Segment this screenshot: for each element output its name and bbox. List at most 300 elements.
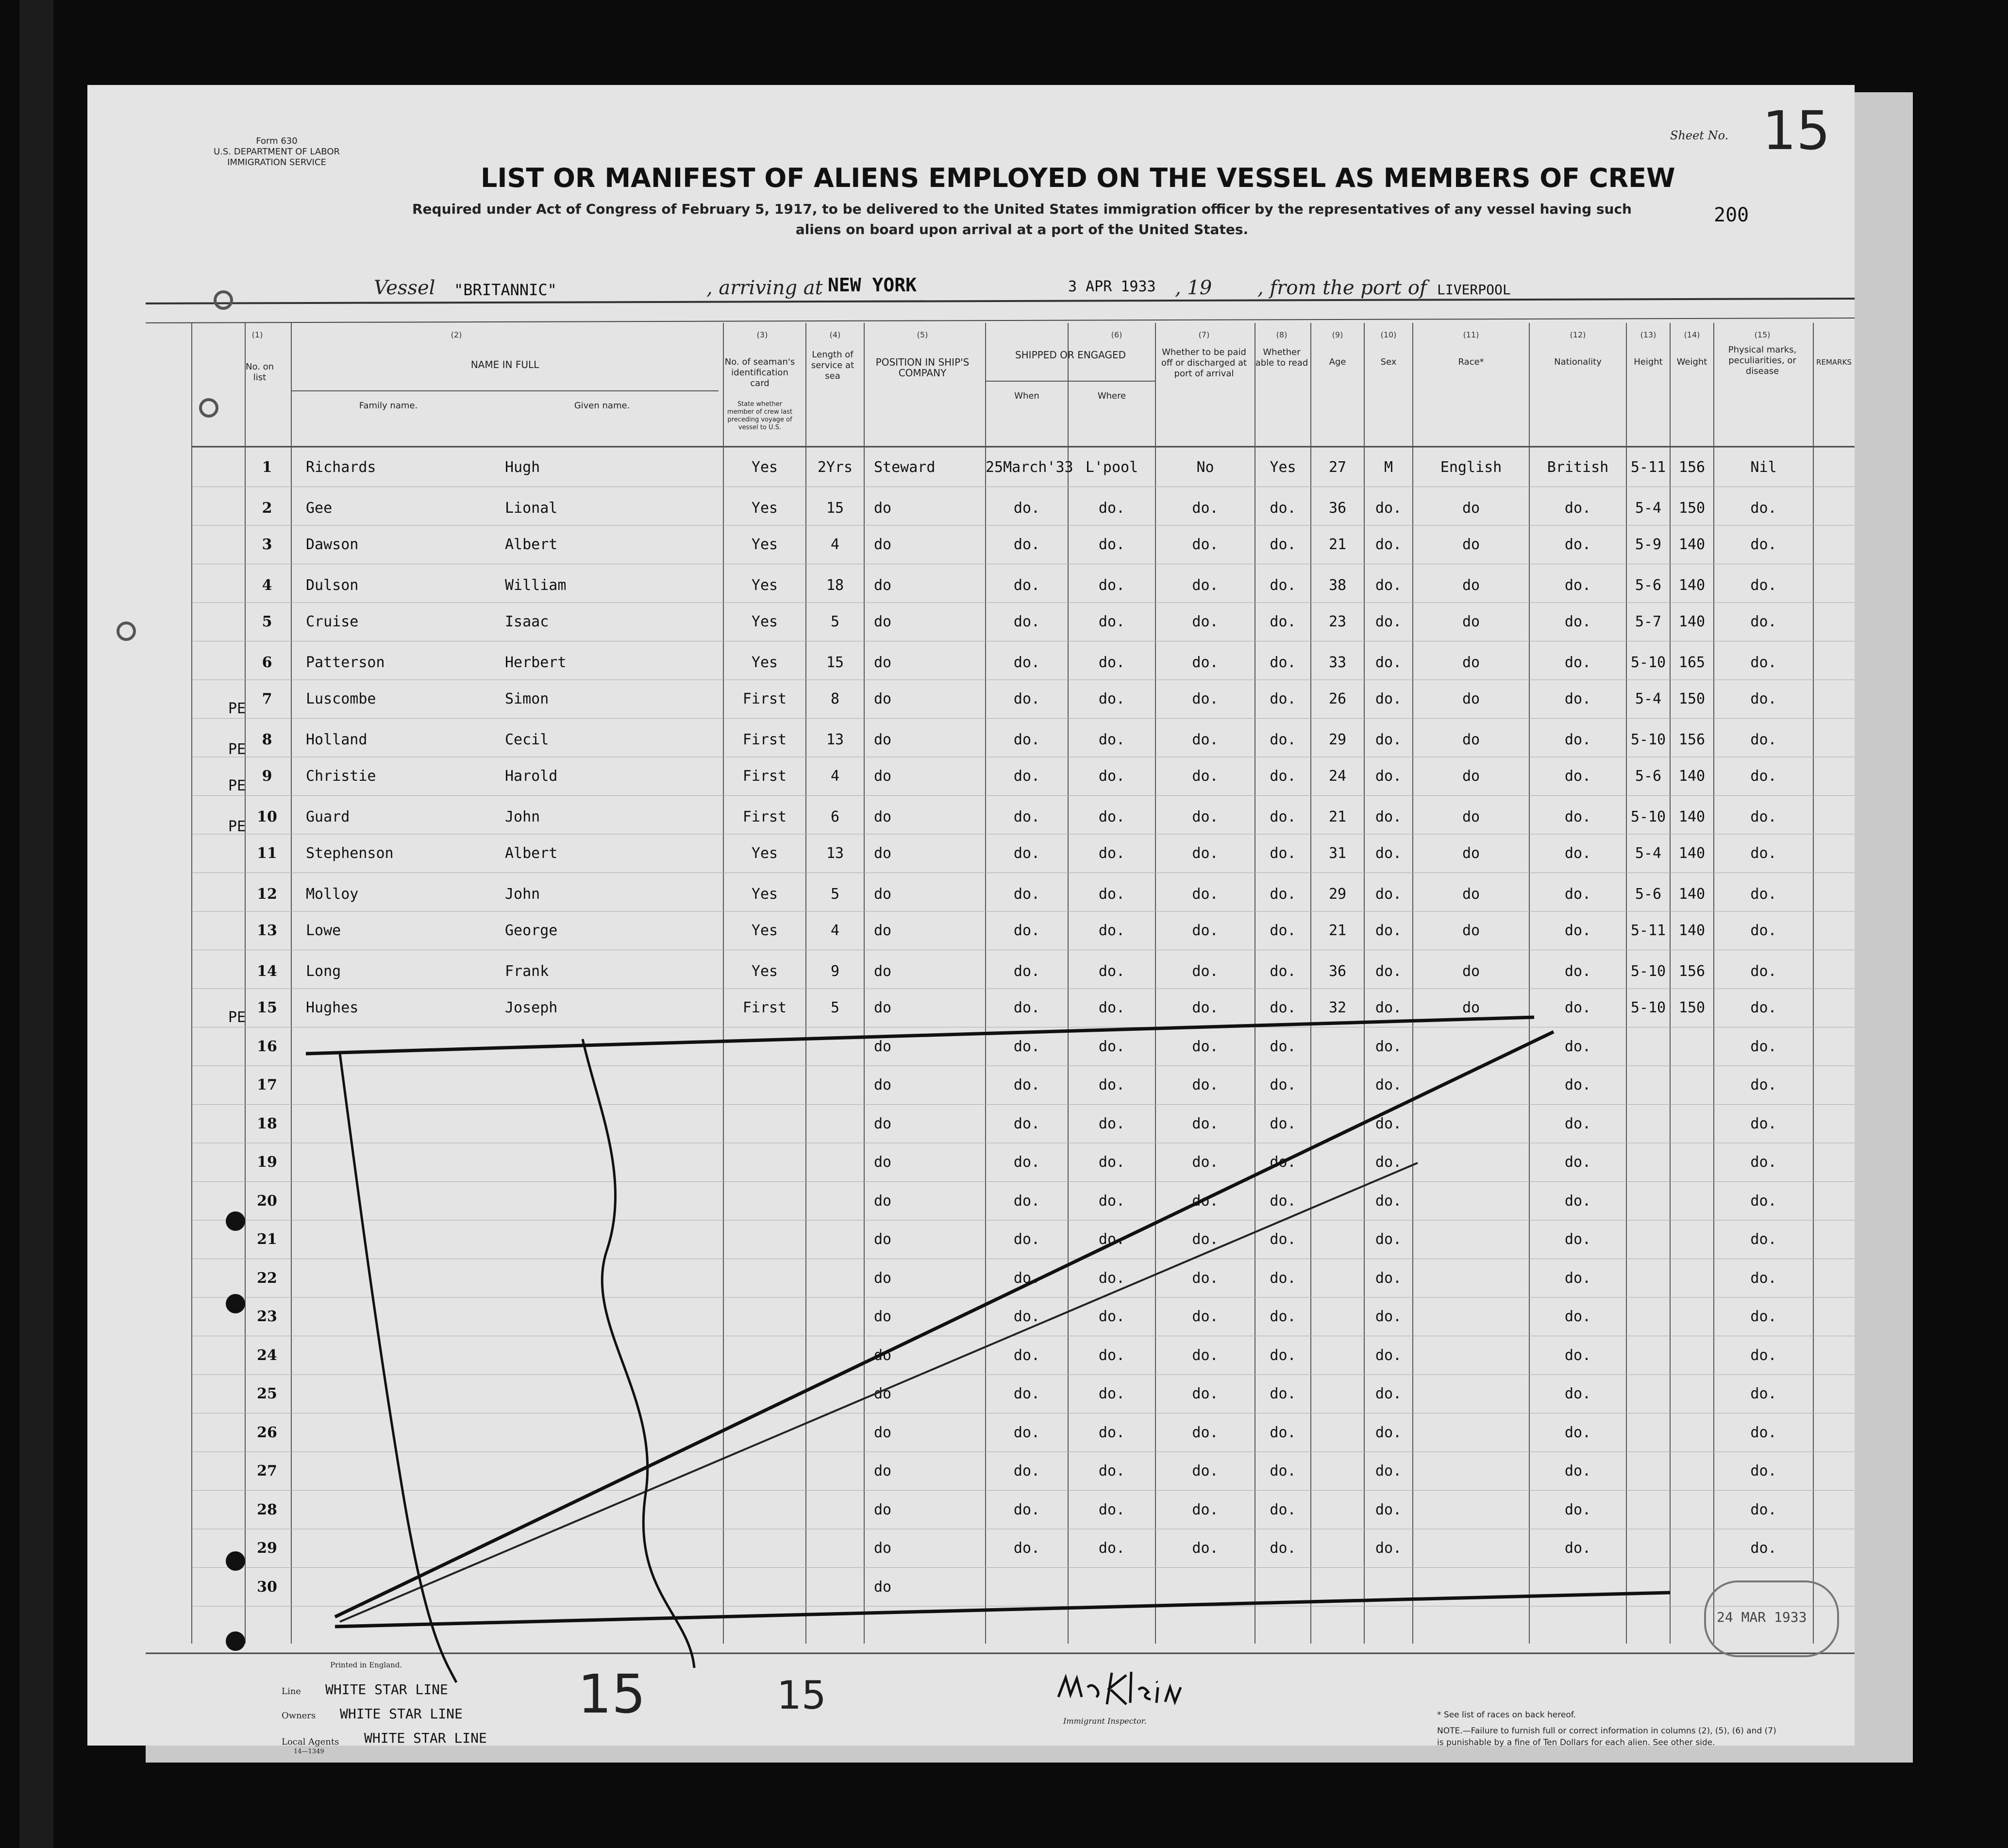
family-name-cell: Dulson bbox=[306, 576, 359, 594]
nationality-cell: do. bbox=[1564, 922, 1591, 939]
row-number: 12 bbox=[257, 885, 277, 903]
pe-mark: PE bbox=[228, 740, 246, 758]
race-cell: English bbox=[1440, 459, 1502, 476]
given-name-cell: Simon bbox=[505, 690, 549, 707]
shipped-where-cell: do. bbox=[1098, 922, 1125, 939]
ditto-cell: do. bbox=[1564, 1462, 1591, 1479]
race-cell: do bbox=[1462, 845, 1480, 862]
column-number: (4) bbox=[829, 330, 841, 339]
age-cell: 36 bbox=[1328, 962, 1347, 980]
ditto-cell: do. bbox=[1375, 1346, 1402, 1364]
race-cell: do bbox=[1462, 999, 1480, 1016]
given-name-cell: George bbox=[505, 922, 558, 939]
shipped-where-cell: do. bbox=[1098, 536, 1125, 553]
paid-off-cell: do. bbox=[1192, 536, 1219, 553]
arrival-date: 3 APR 1933 bbox=[1068, 278, 1156, 295]
age-cell: 29 bbox=[1328, 731, 1347, 748]
row-number: 9 bbox=[262, 768, 272, 785]
able-to-read-cell: do. bbox=[1270, 999, 1296, 1016]
col-head-age: Age bbox=[1329, 357, 1346, 367]
position-cell: do bbox=[874, 499, 892, 517]
position-cell: do bbox=[874, 1038, 892, 1055]
nationality-cell: do. bbox=[1564, 536, 1591, 553]
able-to-read-cell: do. bbox=[1270, 768, 1296, 785]
id-card-cell: First bbox=[742, 808, 787, 825]
given-name-cell: Albert bbox=[505, 845, 558, 862]
paid-off-cell: do. bbox=[1192, 845, 1219, 862]
position-cell: do bbox=[874, 962, 892, 980]
ditto-cell: do. bbox=[1013, 1115, 1040, 1132]
position-cell: do bbox=[874, 1346, 892, 1364]
physical-marks-cell: do. bbox=[1750, 808, 1777, 825]
position-cell: do bbox=[874, 1269, 892, 1287]
ditto-cell: do. bbox=[1192, 1540, 1219, 1557]
paid-off-cell: do. bbox=[1192, 654, 1219, 671]
height-cell: 5-11 bbox=[1630, 459, 1666, 476]
row-number: 28 bbox=[257, 1501, 277, 1518]
length-of-service-cell: 13 bbox=[826, 731, 844, 748]
age-cell: 26 bbox=[1328, 690, 1347, 707]
height-cell: 5-6 bbox=[1635, 768, 1662, 785]
col-head-no: No. on list bbox=[245, 362, 274, 383]
ditto-cell: do. bbox=[1270, 1385, 1296, 1402]
family-name-cell: Gee bbox=[306, 499, 333, 517]
ditto-cell: do. bbox=[1192, 1424, 1219, 1441]
strike-line-squiggle-2 bbox=[583, 1039, 694, 1668]
race-cell: do bbox=[1462, 613, 1480, 630]
ditto-cell: do. bbox=[1270, 1154, 1296, 1171]
ditto-cell: do. bbox=[1375, 1385, 1402, 1402]
physical-marks-cell: do. bbox=[1750, 731, 1777, 748]
ditto-cell: do. bbox=[1013, 1540, 1040, 1557]
race-cell: do bbox=[1462, 576, 1480, 594]
service-label: IMMIGRATION SERVICE bbox=[227, 157, 326, 168]
ditto-cell: do. bbox=[1098, 1231, 1125, 1248]
age-cell: 29 bbox=[1328, 885, 1347, 903]
sex-cell: do. bbox=[1375, 999, 1402, 1016]
column-number: (10) bbox=[1380, 330, 1397, 339]
paid-off-cell: No bbox=[1196, 459, 1214, 476]
position-cell: do bbox=[874, 1115, 892, 1132]
column-number: (5) bbox=[917, 330, 928, 339]
shipped-when-cell: do. bbox=[1013, 654, 1040, 671]
family-name-cell: Stephenson bbox=[306, 845, 394, 862]
row-number: 23 bbox=[257, 1308, 277, 1325]
age-cell: 21 bbox=[1328, 536, 1347, 553]
row-number: 25 bbox=[257, 1385, 277, 1402]
column-number: (13) bbox=[1640, 330, 1657, 339]
sex-cell: do. bbox=[1375, 922, 1402, 939]
nationality-cell: do. bbox=[1564, 690, 1591, 707]
length-of-service-cell: 15 bbox=[826, 499, 844, 517]
ditto-cell: do. bbox=[1375, 1115, 1402, 1132]
shipped-when-cell: do. bbox=[1013, 962, 1040, 980]
height-cell: 5-4 bbox=[1635, 690, 1662, 707]
position-cell: do bbox=[874, 613, 892, 630]
shipped-when-cell: do. bbox=[1013, 768, 1040, 785]
shipped-where-cell: do. bbox=[1098, 654, 1125, 671]
row-number: 17 bbox=[257, 1076, 277, 1093]
family-name-cell: Luscombe bbox=[306, 690, 376, 707]
ditto-cell: do. bbox=[1192, 1346, 1219, 1364]
age-cell: 27 bbox=[1328, 459, 1347, 476]
row-number: 22 bbox=[257, 1269, 277, 1287]
punch-hole bbox=[199, 398, 218, 418]
race-footnote: * See list of races on back hereof. bbox=[1437, 1710, 1576, 1720]
ditto-cell: do. bbox=[1564, 1115, 1591, 1132]
shipped-where-cell: do. bbox=[1098, 885, 1125, 903]
row-number: 15 bbox=[257, 999, 277, 1016]
ditto-cell: do. bbox=[1564, 1346, 1591, 1364]
paid-off-cell: do. bbox=[1192, 768, 1219, 785]
age-cell: 24 bbox=[1328, 768, 1347, 785]
column-number: (15) bbox=[1754, 330, 1771, 339]
length-of-service-cell: 4 bbox=[830, 922, 840, 939]
paid-off-cell: do. bbox=[1192, 999, 1219, 1016]
nationality-cell: do. bbox=[1564, 962, 1591, 980]
position-cell: do bbox=[874, 845, 892, 862]
sex-cell: do. bbox=[1375, 808, 1402, 825]
col-head-height: Height bbox=[1634, 357, 1663, 367]
ditto-cell: do. bbox=[1375, 1076, 1402, 1093]
position-cell: do bbox=[874, 1154, 892, 1171]
paid-off-cell: do. bbox=[1192, 731, 1219, 748]
age-cell: 36 bbox=[1328, 499, 1347, 517]
ditto-cell: do. bbox=[1192, 1462, 1219, 1479]
paid-off-cell: do. bbox=[1192, 885, 1219, 903]
height-cell: 5-10 bbox=[1630, 654, 1666, 671]
age-cell: 32 bbox=[1328, 999, 1347, 1016]
row-number: 8 bbox=[262, 731, 272, 748]
ditto-cell: do. bbox=[1013, 1269, 1040, 1287]
col-head-nationality: Nationality bbox=[1554, 357, 1602, 367]
position-cell: do bbox=[874, 1231, 892, 1248]
ditto-cell: do. bbox=[1375, 1154, 1402, 1171]
shipped-when-cell: do. bbox=[1013, 690, 1040, 707]
row-number: 1 bbox=[262, 459, 272, 476]
nationality-cell: British bbox=[1547, 459, 1609, 476]
shipped-where-cell: do. bbox=[1098, 690, 1125, 707]
height-cell: 5-4 bbox=[1635, 845, 1662, 862]
ditto-cell: do. bbox=[1375, 1231, 1402, 1248]
given-name-cell: William bbox=[505, 576, 567, 594]
col-head-given: Given name. bbox=[574, 401, 630, 411]
shipped-when-cell: 25March'33 bbox=[986, 459, 1073, 476]
ditto-cell: do. bbox=[1098, 1462, 1125, 1479]
shipped-when-cell: do. bbox=[1013, 731, 1040, 748]
position-cell: do bbox=[874, 1501, 892, 1518]
ditto-cell: do. bbox=[1098, 1115, 1125, 1132]
weight-cell: 156 bbox=[1678, 731, 1706, 748]
vessel-label: Vessel bbox=[374, 277, 435, 299]
col-head-paid-off: Whether to be paid off or discharged at port of arrival bbox=[1161, 347, 1247, 379]
given-name-cell: Cecil bbox=[505, 731, 549, 748]
column-number: (8) bbox=[1276, 330, 1288, 339]
ditto-cell: do. bbox=[1270, 1038, 1296, 1055]
form-number: Form 630 bbox=[256, 136, 298, 146]
weight-cell: 140 bbox=[1678, 768, 1706, 785]
id-card-cell: Yes bbox=[751, 922, 778, 939]
column-number: (6) bbox=[1111, 330, 1122, 339]
sheet-number: 15 bbox=[1762, 100, 1830, 162]
col-head-remarks: REMARKS bbox=[1816, 358, 1852, 367]
column-number: (2) bbox=[451, 330, 462, 339]
ditto-cell: do. bbox=[1564, 1154, 1591, 1171]
given-name-cell: Joseph bbox=[505, 999, 558, 1016]
length-of-service-cell: 18 bbox=[826, 576, 844, 594]
col-head-family: Family name. bbox=[359, 401, 418, 411]
ditto-cell: do. bbox=[1192, 1385, 1219, 1402]
able-to-read-cell: do. bbox=[1270, 922, 1296, 939]
col-head-where: Where bbox=[1097, 391, 1126, 401]
position-cell: do bbox=[874, 885, 892, 903]
shipped-where-cell: do. bbox=[1098, 499, 1125, 517]
ditto-cell: do. bbox=[1375, 1424, 1402, 1441]
ditto-cell: do. bbox=[1564, 1540, 1591, 1557]
nationality-cell: do. bbox=[1564, 845, 1591, 862]
row-number: 19 bbox=[257, 1154, 277, 1171]
paid-off-cell: do. bbox=[1192, 576, 1219, 594]
family-name-cell: Molloy bbox=[306, 885, 359, 903]
tally-mark-1: 15 bbox=[578, 1663, 646, 1725]
ditto-cell: do. bbox=[1098, 1501, 1125, 1518]
physical-marks-cell: do. bbox=[1750, 576, 1777, 594]
row-number: 7 bbox=[262, 690, 272, 707]
length-of-service-cell: 2Yrs bbox=[817, 459, 853, 476]
tally-mark-2: 15 bbox=[777, 1673, 826, 1718]
ditto-cell: do. bbox=[1564, 1231, 1591, 1248]
from-port-label: , from the port of bbox=[1257, 277, 1427, 299]
department-label: U.S. DEPARTMENT OF LABOR bbox=[214, 147, 340, 157]
col-head-length: Length of service at sea bbox=[811, 350, 854, 381]
page-stamp-number: 200 bbox=[1714, 204, 1749, 226]
weight-cell: 150 bbox=[1678, 690, 1706, 707]
id-card-cell: Yes bbox=[751, 962, 778, 980]
nationality-cell: do. bbox=[1564, 576, 1591, 594]
pe-mark: PE bbox=[228, 700, 246, 717]
age-cell: 23 bbox=[1328, 613, 1347, 630]
ditto-cell: do. bbox=[1750, 1540, 1777, 1557]
id-card-cell: Yes bbox=[751, 613, 778, 630]
ditto-cell: do. bbox=[1013, 1462, 1040, 1479]
paid-off-cell: do. bbox=[1192, 613, 1219, 630]
position-cell: do bbox=[874, 690, 892, 707]
nationality-cell: do. bbox=[1564, 613, 1591, 630]
age-cell: 38 bbox=[1328, 576, 1347, 594]
row-number: 24 bbox=[257, 1346, 277, 1364]
owners-value: WHITE STAR LINE bbox=[340, 1706, 463, 1722]
col-head-weight: Weight bbox=[1676, 357, 1707, 367]
ditto-cell: do. bbox=[1098, 1076, 1125, 1093]
physical-marks-cell: do. bbox=[1750, 885, 1777, 903]
family-name-cell: Guard bbox=[306, 808, 350, 825]
shipped-when-cell: do. bbox=[1013, 922, 1040, 939]
length-of-service-cell: 5 bbox=[830, 885, 840, 903]
ditto-cell: do. bbox=[1375, 1038, 1402, 1055]
position-cell: do bbox=[874, 1192, 892, 1210]
weight-cell: 140 bbox=[1678, 536, 1706, 553]
position-cell: do bbox=[874, 1462, 892, 1479]
race-cell: do bbox=[1462, 885, 1480, 903]
pe-mark: PE bbox=[228, 777, 246, 794]
physical-marks-cell: do. bbox=[1750, 922, 1777, 939]
ditto-cell: do. bbox=[1013, 1424, 1040, 1441]
shipped-when-cell: do. bbox=[1013, 885, 1040, 903]
ditto-cell: do. bbox=[1013, 1154, 1040, 1171]
line-value: WHITE STAR LINE bbox=[325, 1681, 448, 1697]
length-of-service-cell: 5 bbox=[830, 999, 840, 1016]
inspector-signature bbox=[1054, 1668, 1209, 1712]
sex-cell: do. bbox=[1375, 613, 1402, 630]
ditto-cell: do. bbox=[1098, 1269, 1125, 1287]
weight-cell: 140 bbox=[1678, 885, 1706, 903]
weight-cell: 140 bbox=[1678, 576, 1706, 594]
row-number: 10 bbox=[257, 808, 277, 825]
physical-marks-cell: do. bbox=[1750, 654, 1777, 671]
given-name-cell: Lional bbox=[505, 499, 558, 517]
col-head-shipped: SHIPPED OR ENGAGED bbox=[1015, 349, 1126, 361]
ditto-cell: do. bbox=[1192, 1269, 1219, 1287]
row-number: 18 bbox=[257, 1115, 277, 1132]
race-cell: do bbox=[1462, 499, 1480, 517]
ditto-cell: do. bbox=[1192, 1231, 1219, 1248]
position-cell: do bbox=[874, 654, 892, 671]
row-number: 21 bbox=[257, 1231, 277, 1248]
inspector-label: Immigrant Inspector. bbox=[1063, 1716, 1147, 1726]
col-head-physical: Physical marks, peculiarities, or disease bbox=[1728, 345, 1797, 376]
position-cell: do bbox=[874, 1076, 892, 1093]
ditto-cell: do. bbox=[1192, 1115, 1219, 1132]
vessel-name: "BRITANNIC" bbox=[454, 281, 557, 299]
ditto-cell: do. bbox=[1270, 1231, 1296, 1248]
ditto-cell: do. bbox=[1098, 1346, 1125, 1364]
strike-line-bottom bbox=[335, 1593, 1670, 1627]
weight-cell: 140 bbox=[1678, 613, 1706, 630]
film-strip-edge bbox=[19, 0, 53, 1848]
shipped-where-cell: do. bbox=[1098, 845, 1125, 862]
agents-value: WHITE STAR LINE bbox=[364, 1730, 487, 1746]
sheet-number-label: Sheet No. bbox=[1670, 129, 1729, 142]
strike-out-marks bbox=[87, 85, 1855, 1746]
position-cell: do bbox=[874, 1578, 892, 1596]
sex-cell: do. bbox=[1375, 499, 1402, 517]
given-name-cell: Albert bbox=[505, 536, 558, 553]
col-head-when: When bbox=[1014, 391, 1039, 401]
ditto-cell: do. bbox=[1192, 1076, 1219, 1093]
row-number: 16 bbox=[257, 1038, 277, 1055]
col-head-position: POSITION IN SHIP'S COMPANY bbox=[875, 356, 970, 379]
length-of-service-cell: 9 bbox=[830, 962, 840, 980]
ditto-cell: do. bbox=[1098, 1424, 1125, 1441]
weight-cell: 150 bbox=[1678, 999, 1706, 1016]
ditto-cell: do. bbox=[1564, 1424, 1591, 1441]
column-number: (7) bbox=[1198, 330, 1210, 339]
length-of-service-cell: 6 bbox=[830, 808, 840, 825]
punch-hole bbox=[226, 1294, 245, 1313]
physical-marks-cell: do. bbox=[1750, 613, 1777, 630]
ditto-cell: do. bbox=[1270, 1308, 1296, 1325]
weight-cell: 140 bbox=[1678, 845, 1706, 862]
ditto-cell: do. bbox=[1098, 1385, 1125, 1402]
id-card-cell: Yes bbox=[751, 654, 778, 671]
row-number: 4 bbox=[262, 576, 272, 594]
weight-cell: 156 bbox=[1678, 459, 1706, 476]
id-card-cell: Yes bbox=[751, 885, 778, 903]
weight-cell: 150 bbox=[1678, 499, 1706, 517]
row-number: 13 bbox=[257, 922, 277, 939]
nationality-cell: do. bbox=[1564, 654, 1591, 671]
punch-hole bbox=[226, 1211, 245, 1231]
punch-hole bbox=[226, 1631, 245, 1651]
height-cell: 5-9 bbox=[1635, 536, 1662, 553]
ditto-cell: do. bbox=[1750, 1462, 1777, 1479]
able-to-read-cell: do. bbox=[1270, 536, 1296, 553]
given-name-cell: Hugh bbox=[505, 459, 540, 476]
weight-cell: 140 bbox=[1678, 808, 1706, 825]
line-label: Line bbox=[282, 1686, 301, 1697]
height-cell: 5-7 bbox=[1635, 613, 1662, 630]
age-cell: 33 bbox=[1328, 654, 1347, 671]
ditto-cell: do. bbox=[1013, 1308, 1040, 1325]
ditto-cell: do. bbox=[1375, 1462, 1402, 1479]
able-to-read-cell: do. bbox=[1270, 962, 1296, 980]
age-cell: 21 bbox=[1328, 808, 1347, 825]
strike-line-top bbox=[306, 1017, 1534, 1054]
stamp-date: 24 MAR 1933 bbox=[1717, 1609, 1807, 1625]
ditto-cell: do. bbox=[1013, 1385, 1040, 1402]
ditto-cell: do. bbox=[1013, 1501, 1040, 1518]
ditto-cell: do. bbox=[1013, 1346, 1040, 1364]
paid-off-cell: do. bbox=[1192, 499, 1219, 517]
agents-label: Local Agents bbox=[282, 1737, 339, 1747]
family-name-cell: Cruise bbox=[306, 613, 359, 630]
form-code: 14—1349 bbox=[294, 1748, 324, 1755]
position-cell: do bbox=[874, 1540, 892, 1557]
position-cell: Steward bbox=[874, 459, 936, 476]
ditto-cell: do. bbox=[1375, 1269, 1402, 1287]
row-number: 30 bbox=[257, 1578, 277, 1596]
row-number: 29 bbox=[257, 1540, 277, 1557]
id-card-cell: Yes bbox=[751, 499, 778, 517]
length-of-service-cell: 13 bbox=[826, 845, 844, 862]
ditto-cell: do. bbox=[1270, 1076, 1296, 1093]
ditto-cell: do. bbox=[1270, 1501, 1296, 1518]
ditto-cell: do. bbox=[1270, 1346, 1296, 1364]
length-of-service-cell: 5 bbox=[830, 613, 840, 630]
sex-cell: do. bbox=[1375, 576, 1402, 594]
sex-cell: do. bbox=[1375, 962, 1402, 980]
ditto-cell: do. bbox=[1564, 1308, 1591, 1325]
ditto-cell: do. bbox=[1750, 1269, 1777, 1287]
shipped-when-cell: do. bbox=[1013, 999, 1040, 1016]
printed-in-label: Printed in England. bbox=[330, 1661, 402, 1669]
fine-footnote: NOTE.—Failure to furnish full or correct information in columns (2), (5), (6) and (7) is punishable by a fine of Ten Dollars for each alien. See other side. bbox=[1437, 1726, 1776, 1747]
ditto-cell: do. bbox=[1013, 1192, 1040, 1210]
column-number: (11) bbox=[1463, 330, 1479, 339]
col-head-name: NAME IN FULL bbox=[470, 359, 539, 370]
shipped-when-cell: do. bbox=[1013, 536, 1040, 553]
ditto-cell: do. bbox=[1750, 1346, 1777, 1364]
ditto-cell: do. bbox=[1750, 1115, 1777, 1132]
departure-port: LIVERPOOL bbox=[1437, 282, 1511, 298]
shipped-where-cell: do. bbox=[1098, 962, 1125, 980]
paid-off-cell: do. bbox=[1192, 808, 1219, 825]
ditto-cell: do. bbox=[1564, 1385, 1591, 1402]
col-head-sex: Sex bbox=[1380, 357, 1397, 367]
pe-mark: PE bbox=[228, 818, 246, 835]
shipped-when-cell: do. bbox=[1013, 613, 1040, 630]
race-cell: do bbox=[1462, 768, 1480, 785]
